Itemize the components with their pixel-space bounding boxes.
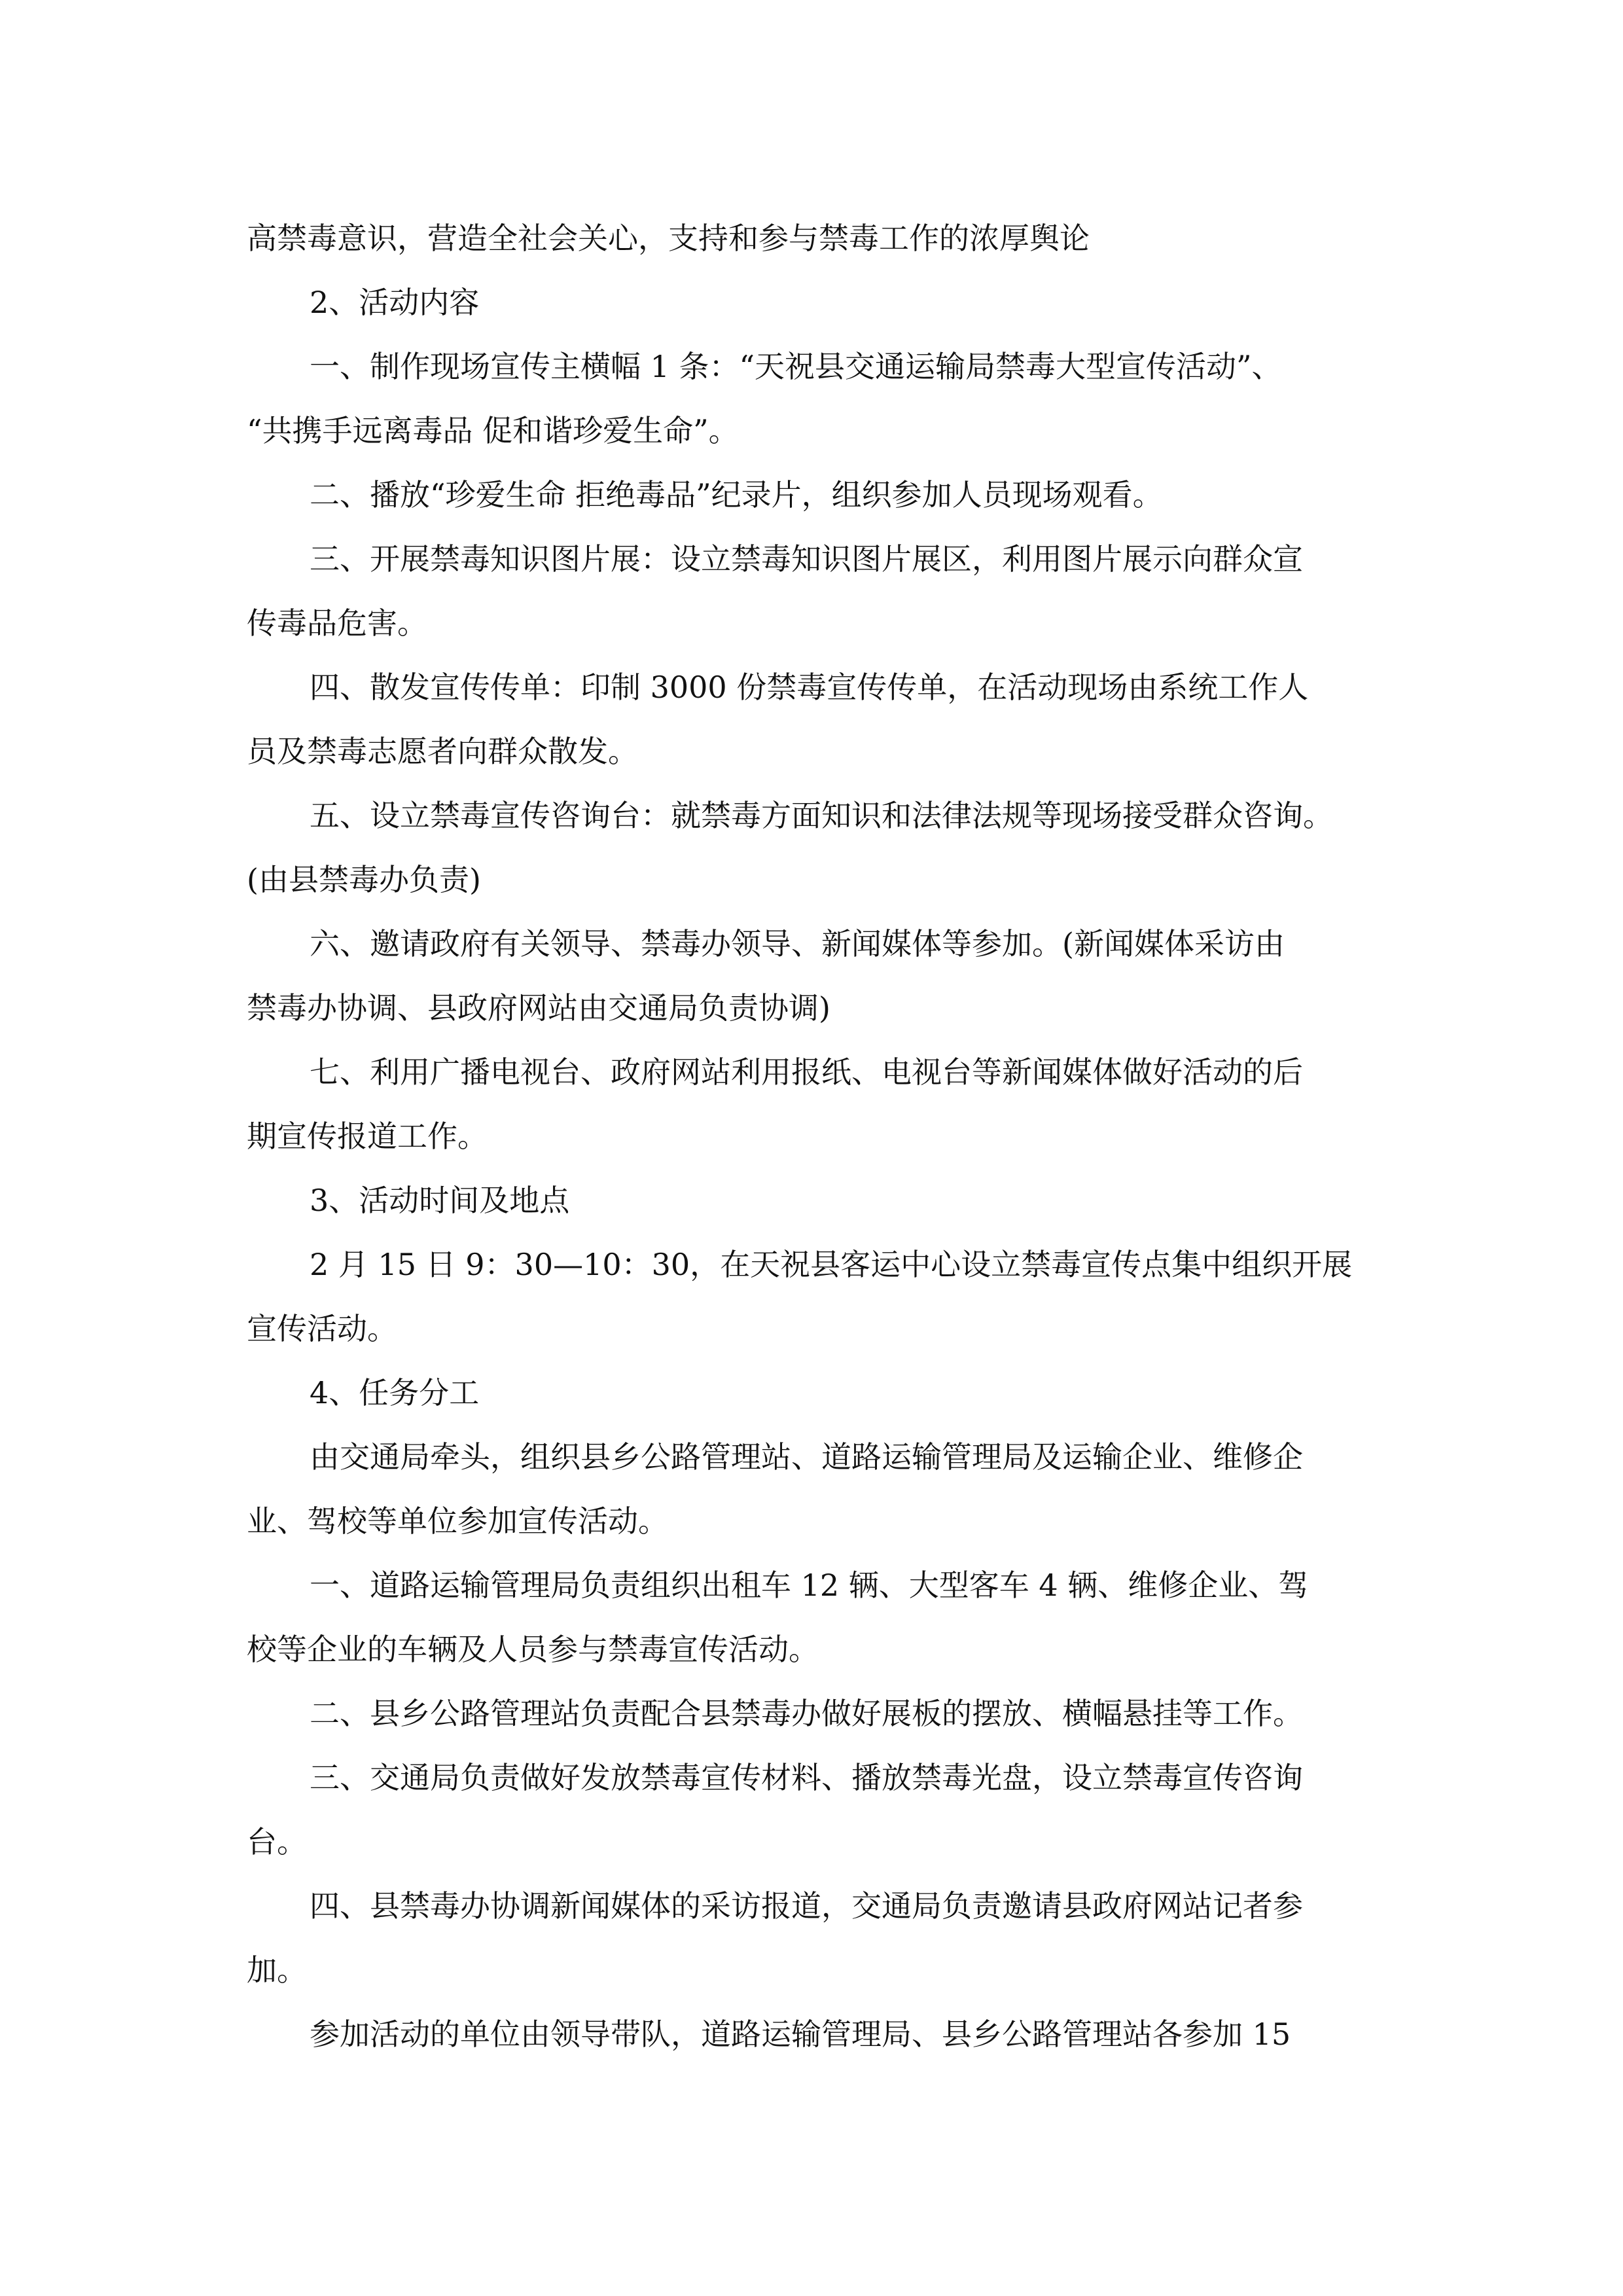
text-line: 高禁毒意识，营造全社会关心，支持和参与禁毒工作的浓厚舆论 [247,221,1090,256]
text-line: 参加活动的单位由领导带队，道路运输管理局、县乡公路管理站各参加 15 [310,2017,1291,2052]
text-line: 六、邀请政府有关领导、禁毒办领导、新闻媒体等参加。(新闻媒体采访由 [310,926,1285,961]
text-line: 五、设立禁毒宣传咨询台：就禁毒方面知识和法律法规等现场接受群众咨询。 [310,798,1333,833]
text-line: 四、县禁毒办协调新闻媒体的采访报道，交通局负责邀请县政府网站记者参 [310,1888,1303,1924]
text-line: “共携手远离毒品 促和谐珍爱生命”。 [247,413,739,448]
text-line: 加。 [247,1952,307,1988]
text-line: 三、交通局负责做好发放禁毒宣传材料、播放禁毒光盘，设立禁毒宣传咨询 [310,1760,1303,1795]
text-line: 员及禁毒志愿者向群众散发。 [247,734,638,769]
text-line: 台。 [247,1824,307,1859]
text-line: 由交通局牵头，组织县乡公路管理站、道路运输管理局及运输企业、维修企 [310,1439,1303,1475]
text-line: 宣传活动。 [247,1311,397,1346]
text-line: 期宣传报道工作。 [247,1119,488,1154]
text-line: 二、县乡公路管理站负责配合县禁毒办做好展板的摆放、横幅悬挂等工作。 [310,1696,1303,1731]
section-heading: 2、活动内容 [310,285,480,320]
document-body [247,206,1379,2066]
text-line: 业、驾校等单位参加宣传活动。 [247,1503,668,1539]
text-line: 2 月 15 日 9：30—10：30，在天祝县客运中心设立禁毒宣传点集中组织开展 [310,1247,1353,1282]
text-line: 二、播放“珍爱生命 拒绝毒品”纪录片，组织参加人员现场观看。 [310,477,1163,512]
text-line: (由县禁毒办负责) [247,862,481,897]
section-heading: 4、任务分工 [310,1375,480,1410]
text-line: 禁毒办协调、县政府网站由交通局负责协调) [247,990,830,1026]
section-heading: 3、活动时间及地点 [310,1183,570,1218]
text-line: 三、开展禁毒知识图片展：设立禁毒知识图片展区，利用图片展示向群众宣 [310,541,1303,577]
text-line: 一、道路运输管理局负责组织出租车 12 辆、大型客车 4 辆、维修企业、驾 [310,1568,1309,1603]
text-line: 一、制作现场宣传主横幅 1 条：“天祝县交通运输局禁毒大型宣传活动”、 [310,349,1282,384]
text-line: 校等企业的车辆及人员参与禁毒宣传活动。 [247,1632,819,1667]
text-line: 七、利用广播电视台、政府网站利用报纸、电视台等新闻媒体做好活动的后 [310,1054,1303,1090]
text-line: 传毒品危害。 [247,605,427,641]
text-line: 四、散发宣传传单：印制 3000 份禁毒宣传传单，在活动现场由系统工作人 [310,670,1309,705]
